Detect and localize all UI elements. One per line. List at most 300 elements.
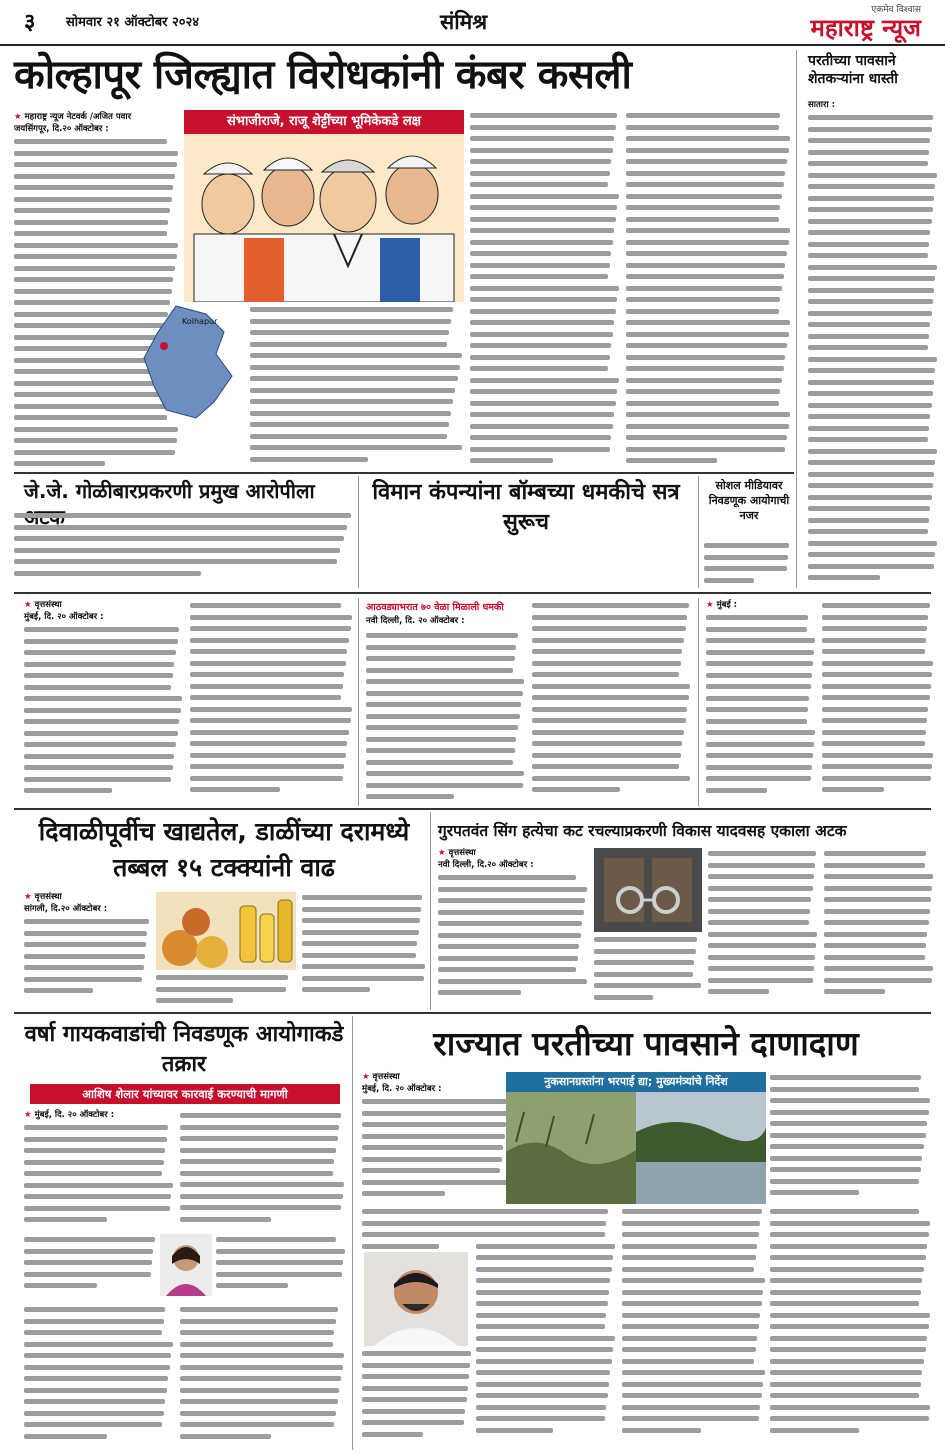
- text-line: [470, 444, 620, 456]
- oil-bottles-icon: [156, 892, 296, 970]
- text-line: [24, 670, 184, 682]
- text-line: [14, 171, 180, 183]
- text-line: [532, 750, 692, 762]
- text-line: [470, 202, 620, 214]
- text-line: [822, 784, 934, 796]
- text-line: [24, 682, 184, 694]
- text-line: [822, 761, 934, 773]
- text-line: [622, 1264, 766, 1276]
- text-line: [362, 1348, 472, 1360]
- text-line: [532, 658, 692, 670]
- side-story-byline: सातारा :: [808, 100, 836, 110]
- text-line: [180, 1350, 346, 1362]
- text-line: [476, 1425, 616, 1437]
- text-line: [438, 872, 588, 884]
- text-line: [180, 1304, 346, 1316]
- text-line: [706, 727, 816, 739]
- text-line: [476, 1356, 616, 1368]
- pannun-text-col-4: [824, 848, 934, 1006]
- text-line: [626, 317, 792, 329]
- text-line: [706, 785, 816, 797]
- text-line: [622, 1344, 766, 1356]
- text-line: [708, 952, 818, 964]
- text-line: [470, 248, 620, 260]
- text-line: [24, 762, 184, 774]
- text-line: [24, 774, 184, 786]
- text-line: [250, 454, 464, 466]
- text-line: [470, 237, 620, 249]
- text-line: [808, 273, 938, 285]
- brand-name: महाराष्ट्र न्यूज: [810, 14, 921, 42]
- text-line: [706, 635, 816, 647]
- text-line: [14, 510, 354, 522]
- text-line: [770, 1367, 932, 1379]
- text-line: [190, 784, 354, 796]
- text-line: [366, 630, 526, 642]
- text-line: [706, 750, 816, 762]
- text-line: [476, 1252, 616, 1264]
- text-line: [470, 340, 620, 352]
- jj-text: [14, 510, 354, 588]
- text-line: [626, 352, 792, 364]
- text-line: [808, 331, 938, 343]
- text-line: [470, 214, 620, 226]
- rain-subhead: नुकसानग्रस्तांना भरपाई द्या; मुख्यमंत्र्यांचे निर्देश: [506, 1072, 766, 1092]
- text-line: [706, 681, 816, 693]
- text-line: [366, 722, 526, 734]
- text-line: [190, 761, 354, 773]
- text-line: [626, 271, 792, 283]
- text-line: [362, 1108, 512, 1120]
- text-line: [626, 191, 792, 203]
- handcuffs-image: [594, 848, 702, 932]
- pannun-text-col-1: [438, 872, 588, 1006]
- text-line: [476, 1275, 616, 1287]
- text-line: [250, 304, 464, 316]
- text-line: [532, 681, 692, 693]
- text-line: [366, 780, 526, 792]
- text-line: [822, 658, 934, 670]
- jj-byline: ★ वृत्तसंस्था मुंबई, दि. २० ऑक्टोबर :: [24, 600, 104, 622]
- text-line: [622, 1333, 766, 1345]
- text-line: [180, 1145, 346, 1157]
- text-line: [470, 179, 620, 191]
- text-line: [180, 1156, 346, 1168]
- text-line: [706, 773, 816, 785]
- text-line: [808, 250, 938, 262]
- text-line: [14, 217, 180, 229]
- text-line: [626, 363, 792, 375]
- text-line: [14, 205, 180, 217]
- text-line: [532, 738, 692, 750]
- text-line: [770, 1241, 932, 1253]
- text-line: [626, 122, 792, 134]
- brand-tagline: एकमेव विश्वास: [871, 5, 921, 15]
- text-line: [14, 424, 180, 436]
- text-line: [706, 704, 816, 716]
- text-line: [626, 329, 792, 341]
- text-line: [250, 419, 464, 431]
- lead-cartoon-image: [184, 110, 464, 302]
- text-line: [14, 182, 180, 194]
- text-line: [808, 124, 938, 136]
- text-line: [622, 1206, 766, 1218]
- pannun-text-col-2: [594, 934, 702, 1006]
- text-line: [706, 658, 816, 670]
- text-line: [622, 1356, 766, 1368]
- bomb-text-col-2: [532, 600, 692, 804]
- text-line: [532, 773, 692, 785]
- lead-text-col-2-bottom: [250, 304, 464, 468]
- text-line: [24, 716, 184, 728]
- text-line: [532, 612, 692, 624]
- text-line: [362, 1154, 512, 1166]
- text-line: [180, 1408, 346, 1420]
- text-line: [438, 930, 588, 942]
- text-line: [24, 728, 184, 740]
- text-line: [438, 987, 588, 999]
- text-line: [706, 739, 816, 751]
- text-line: [808, 561, 938, 573]
- rain-byline: ★ वृत्तसंस्था मुंबई, दि. २० ऑक्टोबर :: [362, 1072, 442, 1094]
- text-line: [362, 1383, 472, 1395]
- text-line: [476, 1241, 616, 1253]
- rain-text-col-1: [362, 1096, 512, 1204]
- text-line: [24, 659, 184, 671]
- text-line: [770, 1298, 932, 1310]
- text-line: [190, 612, 354, 624]
- text-line: [24, 1316, 174, 1328]
- text-line: [770, 1344, 932, 1356]
- text-line: [24, 693, 184, 705]
- text-line: [180, 1327, 346, 1339]
- text-line: [24, 1122, 174, 1134]
- text-line: [476, 1402, 616, 1414]
- text-line: [470, 110, 620, 122]
- text-line: [770, 1425, 932, 1437]
- text-line: [704, 540, 794, 552]
- text-line: [24, 1191, 174, 1203]
- text-line: [470, 455, 620, 467]
- byline-star-icon: ★: [24, 600, 32, 610]
- text-line: [708, 883, 818, 895]
- text-line: [24, 1168, 174, 1180]
- text-line: [808, 388, 938, 400]
- rain-text-col-1-bottom: [362, 1348, 472, 1446]
- text-line: [808, 480, 938, 492]
- text-line: [362, 1406, 472, 1418]
- varsha-byline: ★ मुंबई, दि. २० ऑक्टोबर :: [24, 1110, 115, 1120]
- text-line: [366, 653, 526, 665]
- text-line: [24, 705, 184, 717]
- text-line: [24, 1157, 174, 1169]
- text-line: [808, 411, 938, 423]
- column-divider: [358, 476, 359, 588]
- varsha-gaikwad-photo: [160, 1234, 212, 1296]
- text-line: [24, 951, 150, 963]
- text-line: [824, 860, 934, 872]
- bomb-text-col-1: [366, 630, 526, 804]
- text-line: [626, 225, 792, 237]
- text-line: [808, 147, 938, 159]
- text-line: [770, 1413, 932, 1425]
- text-line: [808, 400, 938, 412]
- text-line: [770, 1095, 932, 1107]
- text-line: [216, 1257, 346, 1269]
- text-line: [366, 791, 526, 803]
- text-line: [366, 676, 526, 688]
- byline-star-icon: ★: [362, 1072, 370, 1082]
- text-line: [476, 1367, 616, 1379]
- text-line: [770, 1264, 932, 1276]
- text-line: [302, 892, 426, 904]
- text-line: [770, 1321, 932, 1333]
- oil-text-col-3: [302, 892, 426, 1006]
- varsha-text-col-2: [180, 1110, 346, 1232]
- text-line: [822, 704, 934, 716]
- text-line: [14, 263, 180, 275]
- pannun-text-col-3: [708, 848, 818, 1006]
- text-line: [532, 715, 692, 727]
- text-line: [24, 939, 150, 951]
- edition-date: सोमवार २१ ऑक्टोबर २०२४: [66, 15, 200, 30]
- text-line: [476, 1379, 616, 1391]
- text-line: [470, 363, 620, 375]
- text-line: [190, 704, 354, 716]
- text-line: [626, 133, 792, 145]
- varsha-text-col-1: [24, 1122, 174, 1232]
- text-line: [532, 727, 692, 739]
- text-line: [626, 340, 792, 352]
- text-line: [14, 458, 180, 468]
- text-line: [770, 1252, 932, 1264]
- jj-text-col-2: [190, 600, 354, 804]
- varsha-text-col-2-bottom: [180, 1304, 346, 1446]
- text-line: [362, 1177, 512, 1189]
- cartoon-figures: [184, 134, 464, 302]
- text-line: [24, 1280, 156, 1292]
- text-line: [708, 906, 818, 918]
- text-line: [14, 148, 180, 160]
- text-line: [190, 658, 354, 670]
- text-line: [622, 1390, 766, 1402]
- rain-text-col-4-bottom: [770, 1206, 932, 1446]
- text-line: [770, 1153, 932, 1165]
- text-line: [24, 916, 150, 928]
- text-line: [594, 980, 702, 992]
- text-line: [824, 952, 934, 964]
- text-line: [366, 642, 526, 654]
- text-line: [626, 375, 792, 387]
- text-line: [362, 1142, 512, 1154]
- text-line: [180, 1362, 346, 1374]
- text-line: [302, 984, 426, 996]
- text-line: [626, 202, 792, 214]
- handcuffs-icon: [594, 848, 702, 932]
- varsha-subhead: आशिष शेलार यांच्यावर कारवाई करण्याची मागणी: [30, 1084, 340, 1104]
- text-line: [476, 1344, 616, 1356]
- text-line: [622, 1310, 766, 1322]
- text-line: [770, 1141, 932, 1153]
- text-line: [626, 432, 792, 444]
- byline-star-icon: ★: [14, 112, 22, 122]
- text-line: [470, 306, 620, 318]
- text-line: [470, 352, 620, 364]
- text-line: [532, 692, 692, 704]
- text-line: [622, 1321, 766, 1333]
- text-line: [14, 240, 180, 252]
- text-line: [24, 1408, 174, 1420]
- text-line: [808, 319, 938, 331]
- column-divider: [430, 812, 431, 1010]
- text-line: [180, 1419, 346, 1431]
- text-line: [438, 941, 588, 953]
- text-line: [24, 1304, 174, 1316]
- text-line: [808, 342, 938, 354]
- text-line: [824, 940, 934, 952]
- text-line: [808, 365, 938, 377]
- text-line: [770, 1130, 932, 1142]
- social-text-top: [704, 540, 794, 588]
- text-line: [362, 1394, 472, 1406]
- text-line: [706, 693, 816, 705]
- text-line: [808, 262, 938, 274]
- text-line: [470, 260, 620, 272]
- text-line: [24, 928, 150, 940]
- pannun-headline: गुरपतवंत सिंग हत्येचा कट रचल्याप्रकरणी विकास यादवसह एकाला अटक: [438, 822, 847, 840]
- text-line: [824, 917, 934, 929]
- text-line: [622, 1241, 766, 1253]
- text-line: [770, 1118, 932, 1130]
- kolhapur-map-image: [136, 302, 248, 422]
- text-line: [190, 727, 354, 739]
- lead-byline: ★ महाराष्ट्र न्यूज नेटवर्क /अजित पवार जयसिंगपूर, दि.२० ऑक्टोबर :: [14, 112, 132, 134]
- text-line: [180, 1122, 346, 1134]
- varsha-text-col-1-bottom: [24, 1304, 174, 1446]
- text-line: [362, 1096, 512, 1108]
- text-line: [708, 894, 818, 906]
- text-line: [180, 1339, 346, 1351]
- text-line: [302, 950, 426, 962]
- text-line: [622, 1298, 766, 1310]
- portrait-icon: [160, 1234, 212, 1296]
- text-line: [24, 974, 150, 986]
- text-line: [250, 327, 464, 339]
- text-line: [808, 446, 938, 458]
- text-line: [24, 985, 150, 997]
- text-line: [622, 1229, 766, 1241]
- byline-star-icon: ★: [24, 1110, 32, 1120]
- text-line: [594, 946, 702, 958]
- text-line: [626, 214, 792, 226]
- text-line: [706, 762, 816, 774]
- text-line: [476, 1229, 616, 1241]
- text-line: [362, 1371, 472, 1383]
- text-line: [626, 283, 792, 295]
- text-line: [180, 1373, 346, 1385]
- text-line: [622, 1379, 766, 1391]
- text-line: [822, 692, 934, 704]
- portrait-icon: [364, 1252, 468, 1346]
- text-line: [24, 1339, 174, 1351]
- text-line: [24, 1180, 174, 1192]
- varsha-text-col-1-lower: [24, 1234, 156, 1302]
- text-line: [470, 122, 620, 134]
- text-line: [824, 963, 934, 975]
- social-headline: सोशल मीडियावर निवडणूक आयोगाची नजर: [708, 479, 790, 522]
- text-line: [622, 1402, 766, 1414]
- chief-minister-photo: [364, 1252, 468, 1346]
- flooded-field-icon: [506, 1092, 766, 1204]
- text-line: [808, 469, 938, 481]
- text-line: [476, 1413, 616, 1425]
- text-line: [594, 969, 702, 981]
- text-line: [216, 1280, 346, 1292]
- text-line: [156, 972, 296, 984]
- text-line: [824, 929, 934, 941]
- text-line: [366, 711, 526, 723]
- text-line: [822, 738, 934, 750]
- text-line: [470, 168, 620, 180]
- text-line: [706, 670, 816, 682]
- text-line: [532, 646, 692, 658]
- text-line: [24, 1203, 174, 1215]
- text-line: [770, 1310, 932, 1322]
- text-line: [190, 738, 354, 750]
- text-line: [24, 751, 184, 763]
- text-line: [824, 871, 934, 883]
- text-line: [808, 377, 938, 389]
- text-line: [470, 329, 620, 341]
- text-line: [470, 398, 620, 410]
- text-line: [822, 727, 934, 739]
- bomb-byline: नवी दिल्ली, दि. २० ऑक्टोबर :: [366, 616, 465, 626]
- text-line: [708, 986, 818, 998]
- social-text-col-1: [706, 612, 816, 804]
- text-line: [14, 545, 354, 557]
- text-line: [808, 572, 938, 584]
- rain-text-col-2: [476, 1206, 616, 1446]
- text-line: [362, 1165, 512, 1177]
- text-line: [180, 1110, 346, 1122]
- text-line: [438, 895, 588, 907]
- text-line: [470, 145, 620, 157]
- text-line: [216, 1246, 346, 1258]
- text-line: [190, 646, 354, 658]
- text-line: [470, 294, 620, 306]
- text-line: [626, 409, 792, 421]
- map-label: Kolhapur: [182, 317, 218, 326]
- column-divider: [698, 598, 699, 806]
- text-line: [470, 421, 620, 433]
- text-line: [770, 1390, 932, 1402]
- text-line: [808, 285, 938, 297]
- text-line: [438, 884, 588, 896]
- text-line: [250, 316, 464, 328]
- rain-text-col-4: [770, 1072, 932, 1204]
- text-line: [250, 431, 464, 443]
- text-line: [470, 283, 620, 295]
- text-line: [626, 156, 792, 168]
- text-line: [438, 953, 588, 965]
- text-line: [808, 227, 938, 239]
- text-line: [366, 734, 526, 746]
- text-line: [470, 409, 620, 421]
- text-line: [706, 647, 816, 659]
- text-line: [706, 612, 816, 624]
- text-line: [706, 716, 816, 728]
- text-line: [366, 745, 526, 757]
